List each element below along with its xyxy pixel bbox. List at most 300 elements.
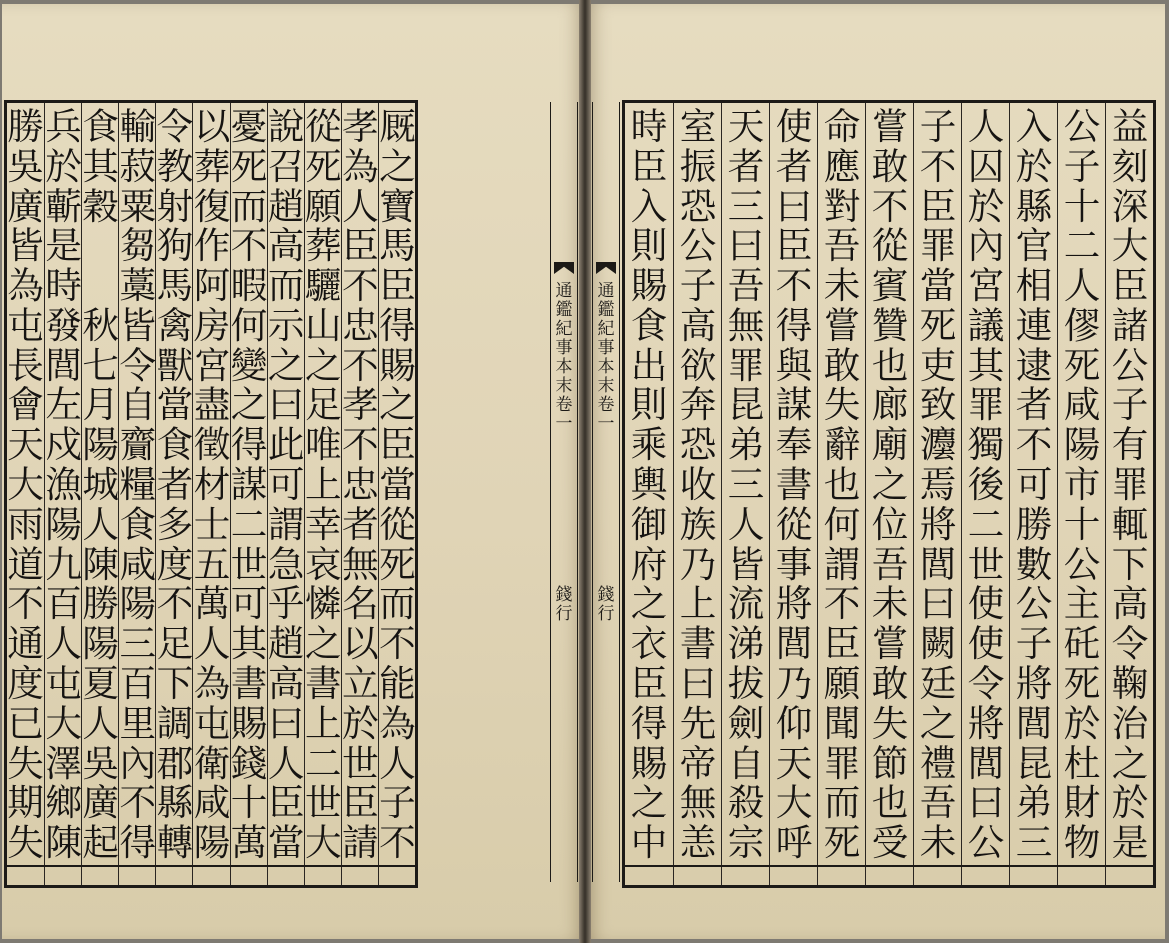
glyph: 之 [379,144,416,188]
glyph: 者 [775,144,813,188]
glyph: 世 [342,741,379,785]
glyph: 焉 [919,463,957,507]
glyph: 世 [304,781,342,825]
glyph: 刻 [1111,144,1149,188]
glyph: 人 [379,741,416,785]
glyph: 輿 [630,463,668,507]
glyph: 囚 [967,144,1005,188]
glyph: 自 [727,741,765,785]
glyph: 死 [1063,343,1101,387]
glyph: 召 [267,144,305,188]
glyph: 於 [45,144,82,188]
glyph: 皆 [119,303,157,347]
glyph: 而 [267,264,305,308]
glyph: 子 [919,105,957,148]
margin-glyph: 卷 [555,395,573,415]
glyph: 賜 [630,741,668,785]
glyph: 恐 [679,184,717,228]
glyph: 城 [82,463,120,507]
glyph: 上 [304,701,342,745]
glyph: 先 [679,701,717,745]
glyph: 謀 [775,383,813,427]
glyph: 令 [1111,622,1149,666]
glyph: 夏 [82,661,120,705]
column-text [379,107,416,863]
glyph: 曰 [919,582,957,626]
glyph: 公 [679,224,717,268]
glyph: 曰 [775,184,813,228]
glyph: 連 [1015,303,1053,347]
right-column-2 [673,103,722,885]
glyph: 上 [304,463,342,507]
glyph: 閭 [45,343,82,387]
glyph: 臣 [342,224,379,268]
glyph: 乃 [775,661,813,705]
glyph: 秋 [82,303,120,347]
glyph: 世 [967,542,1005,586]
glyph: 深 [1111,184,1149,228]
column-text [82,107,119,863]
glyph: 屯 [7,303,44,347]
glyph: 蘄 [45,184,82,228]
glyph: 諸 [1111,303,1149,347]
glyph: 二 [967,502,1005,546]
column-text [7,107,44,863]
margin-glyph [598,548,615,567]
glyph: 於 [1063,701,1101,745]
margin-glyph [598,472,615,491]
glyph: 子 [679,264,717,308]
glyph: 糧 [119,463,157,507]
glyph: 後 [967,463,1005,507]
glyph: 禽 [156,303,194,347]
glyph: 勝 [1015,502,1053,546]
glyph: 之 [1111,741,1149,785]
glyph: 受 [871,821,909,865]
glyph: 可 [267,463,305,507]
column-text [268,107,305,863]
glyph: 未 [823,264,861,308]
glyph: 奔 [679,383,717,427]
glyph: 賜 [230,701,268,745]
glyph: 其 [967,343,1005,387]
glyph: 死 [230,144,268,188]
glyph: 當 [919,264,957,308]
glyph: 復 [193,184,231,228]
glyph: 矺 [1063,622,1101,666]
glyph: 死 [1063,661,1101,705]
glyph: 閭 [967,741,1005,785]
glyph: 聞 [823,701,861,745]
glyph: 御 [630,502,668,546]
glyph: 輸 [119,105,157,148]
glyph: 帝 [679,741,717,785]
glyph: 通 [7,622,44,666]
right-column-4 [769,103,818,885]
margin-glyph: 一 [597,414,615,434]
glyph: 作 [193,224,231,268]
glyph: 臣 [1111,264,1149,308]
glyph: 已 [7,701,44,745]
glyph: 其 [82,144,120,188]
glyph: 令 [156,105,194,148]
glyph: 人 [82,502,120,546]
glyph: 期 [7,781,44,825]
margin-glyph [598,434,615,453]
column-text [193,107,230,863]
glyph: 陽 [193,821,231,865]
glyph: 數 [1015,542,1053,586]
glyph: 死 [919,303,957,347]
right-margin-title [593,282,619,624]
glyph: 位 [871,502,909,546]
glyph: 昆 [1015,741,1053,785]
glyph: 獸 [156,343,194,387]
glyph: 狗 [156,224,194,268]
glyph: 大 [45,701,82,745]
glyph: 族 [679,502,717,546]
glyph: 度 [156,542,194,586]
glyph: 屯 [193,701,231,745]
glyph: 高 [679,303,717,347]
glyph: 人 [727,502,765,546]
glyph: 士 [193,502,231,546]
glyph: 僇 [1063,303,1101,347]
glyph: 幸 [304,502,342,546]
glyph: 將 [919,502,957,546]
glyph: 嘗 [871,622,909,666]
glyph: 治 [1111,701,1149,745]
glyph: 粟 [119,184,157,228]
glyph: 三 [727,463,765,507]
glyph: 宗 [727,821,765,865]
glyph: 入 [1015,105,1053,148]
glyph: 曰 [267,701,305,745]
glyph: 閭 [775,622,813,666]
glyph: 可 [1015,463,1053,507]
glyph: 之 [267,343,305,387]
glyph: 左 [45,383,82,427]
glyph: 不 [871,184,909,228]
glyph: 子 [1015,622,1053,666]
glyph: 書 [679,622,717,666]
left-column-3 [81,103,119,885]
glyph: 得 [379,303,416,347]
glyph: 為 [379,701,416,745]
glyph: 而 [823,781,861,825]
right-column-11 [1105,103,1154,885]
glyph: 高 [267,661,305,705]
glyph: 於 [342,701,379,745]
glyph: 廟 [871,423,909,467]
glyph: 益 [1111,105,1149,148]
glyph: 長 [7,343,44,387]
glyph: 子 [379,781,416,825]
glyph: 人 [967,105,1005,148]
glyph: 忠 [342,303,379,347]
glyph: 何 [230,303,268,347]
glyph: 道 [7,542,44,586]
glyph: 財 [1063,781,1101,825]
glyph: 昆 [727,383,765,427]
margin-glyph: 一 [555,414,573,434]
glyph: 三 [1015,821,1053,865]
glyph: 里 [119,701,157,745]
glyph: 二 [230,502,268,546]
glyph: 願 [304,184,342,228]
glyph: 得 [775,303,813,347]
glyph: 涕 [727,622,765,666]
margin-glyph: 行 [555,604,573,624]
glyph: 陽 [45,502,82,546]
glyph: 敢 [823,343,861,387]
glyph: 呼 [775,821,813,865]
glyph: 度 [7,661,44,705]
glyph: 當 [379,463,416,507]
margin-glyph [556,529,573,548]
glyph: 曰 [679,661,717,705]
glyph: 吳 [7,144,44,188]
glyph: 憂 [230,105,268,148]
glyph: 萬 [230,821,268,865]
glyph: 廊 [871,383,909,427]
glyph: 食 [82,105,120,148]
glyph: 臣 [267,781,305,825]
glyph: 雨 [7,502,44,546]
glyph: 郡 [156,741,194,785]
glyph: 十 [1063,184,1101,228]
glyph: 為 [7,264,44,308]
glyph: 失 [7,741,44,785]
column-text [231,107,268,863]
glyph: 之 [630,781,668,825]
glyph: 寶 [379,184,416,228]
margin-glyph [598,491,615,510]
margin-glyph: 卷 [597,395,615,415]
glyph: 不 [342,264,379,308]
glyph: 之 [630,582,668,626]
glyph: 致 [919,383,957,427]
glyph: 三 [119,622,157,666]
glyph: 令 [967,661,1005,705]
column-text [119,107,156,863]
margin-glyph: 鑑 [555,300,573,320]
glyph: 大 [1111,224,1149,268]
glyph: 從 [871,224,909,268]
glyph: 二 [304,741,342,785]
glyph: 陽 [1063,423,1101,467]
glyph: 拔 [727,661,765,705]
glyph: 之 [919,701,957,745]
glyph: 徵 [193,423,231,467]
right-column-8 [961,103,1010,885]
glyph: 不 [379,622,416,666]
right-page [586,4,1165,939]
glyph: 未 [919,821,957,865]
margin-glyph: 紀 [597,319,615,339]
glyph: 吏 [919,343,957,387]
glyph: 罪 [823,741,861,785]
glyph: 名 [342,582,379,626]
glyph: 不 [230,224,268,268]
glyph: 市 [1063,463,1101,507]
glyph: 劍 [727,701,765,745]
glyph: 謀 [230,463,268,507]
glyph: 勝 [7,105,44,148]
glyph: 咸 [119,542,157,586]
glyph: 人 [267,741,305,785]
glyph: 公 [967,821,1005,865]
left-column-4 [118,103,156,885]
glyph: 也 [871,343,909,387]
glyph: 厩 [379,105,416,148]
glyph: 皆 [7,224,44,268]
glyph: 主 [1063,582,1101,626]
glyph: 為 [193,661,231,705]
glyph: 吳 [82,741,120,785]
margin-glyph: 末 [597,376,615,396]
right-column-3 [721,103,770,885]
glyph: 內 [119,741,157,785]
glyph: 衛 [193,741,231,785]
margin-glyph: 事 [555,338,573,358]
margin-glyph [556,434,573,453]
glyph: 官 [1015,224,1053,268]
glyph: 將 [967,701,1005,745]
glyph: 將 [1015,661,1053,705]
glyph: 輒 [1111,502,1149,546]
glyph: 從 [379,502,416,546]
glyph: 欲 [679,343,717,387]
glyph: 澤 [45,741,82,785]
glyph: 時 [45,264,82,308]
glyph: 馬 [156,264,194,308]
glyph: 宮 [967,264,1005,308]
glyph: 也 [871,781,909,825]
margin-glyph: 本 [597,357,615,377]
glyph: 轉 [156,821,194,865]
glyph: 鞠 [1111,661,1149,705]
glyph: 鄉 [45,781,82,825]
glyph: 百 [45,582,82,626]
margin-glyph [598,510,615,529]
left-column-2 [44,103,82,885]
glyph: 謂 [823,542,861,586]
glyph: 內 [967,224,1005,268]
glyph: 陽 [82,423,120,467]
glyph: 皆 [727,542,765,586]
glyph: 公 [1015,582,1053,626]
glyph: 三 [727,184,765,228]
glyph: 宮 [193,343,231,387]
glyph: 陽 [82,622,120,666]
glyph: 則 [630,224,668,268]
glyph: 芻 [119,224,157,268]
glyph: 教 [156,144,194,188]
margin-glyph: 通 [555,281,573,301]
glyph: 陽 [119,582,157,626]
glyph: 孝 [342,383,379,427]
glyph: 臣 [823,622,861,666]
glyph: 有 [1111,423,1149,467]
glyph: 殺 [727,781,765,825]
glyph: 穀 [82,184,120,228]
glyph: 哀 [304,542,342,586]
glyph: 勝 [82,582,120,626]
left-column-10 [341,103,379,885]
column-text [45,107,82,863]
margin-glyph [556,548,573,567]
glyph: 廷 [919,661,957,705]
glyph: 未 [871,582,909,626]
glyph: 贊 [871,303,909,347]
glyph: 當 [156,383,194,427]
glyph: 趙 [267,184,305,228]
glyph: 戍 [45,423,82,467]
margin-glyph: 行 [597,604,615,624]
glyph: 書 [230,661,268,705]
glyph: 閭 [1015,701,1053,745]
left-page-frame [4,100,418,888]
glyph: 死 [304,144,342,188]
glyph: 弟 [727,423,765,467]
glyph: 食 [156,423,194,467]
glyph: 廣 [82,781,120,825]
glyph: 得 [630,701,668,745]
glyph: 下 [1111,542,1149,586]
glyph: 藁 [119,264,157,308]
fish-tail-ornament-icon [554,262,574,274]
glyph: 振 [679,144,717,188]
glyph: 失 [871,701,909,745]
glyph: 陳 [82,542,120,586]
glyph: 曰 [967,781,1005,825]
glyph: 示 [267,303,305,347]
glyph: 應 [823,144,861,188]
glyph: 足 [156,622,194,666]
left-column-9 [304,103,342,885]
left-page [2,4,585,939]
glyph: 逮 [1015,343,1053,387]
glyph: 賜 [379,343,416,387]
glyph: 而 [379,582,416,626]
glyph: 何 [823,502,861,546]
glyph: 射 [156,184,194,228]
glyph: 者 [1015,383,1053,427]
glyph: 馬 [379,224,416,268]
glyph: 臣 [630,144,668,188]
glyph: 孝 [342,105,379,148]
glyph: 得 [230,423,268,467]
glyph: 也 [823,463,861,507]
glyph: 使 [967,622,1005,666]
glyph: 吾 [823,224,861,268]
glyph: 食 [119,502,157,546]
glyph: 高 [1111,582,1149,626]
glyph: 暇 [230,264,268,308]
glyph: 阿 [193,264,231,308]
glyph: 下 [156,661,194,705]
glyph: 死 [379,542,416,586]
glyph: 吾 [919,781,957,825]
right-column-1 [625,103,673,885]
margin-glyph: 錢 [597,585,615,605]
glyph: 之 [871,463,909,507]
glyph: 書 [775,463,813,507]
glyph: 上 [679,582,717,626]
glyph: 唯 [304,423,342,467]
glyph: 足 [304,383,342,427]
